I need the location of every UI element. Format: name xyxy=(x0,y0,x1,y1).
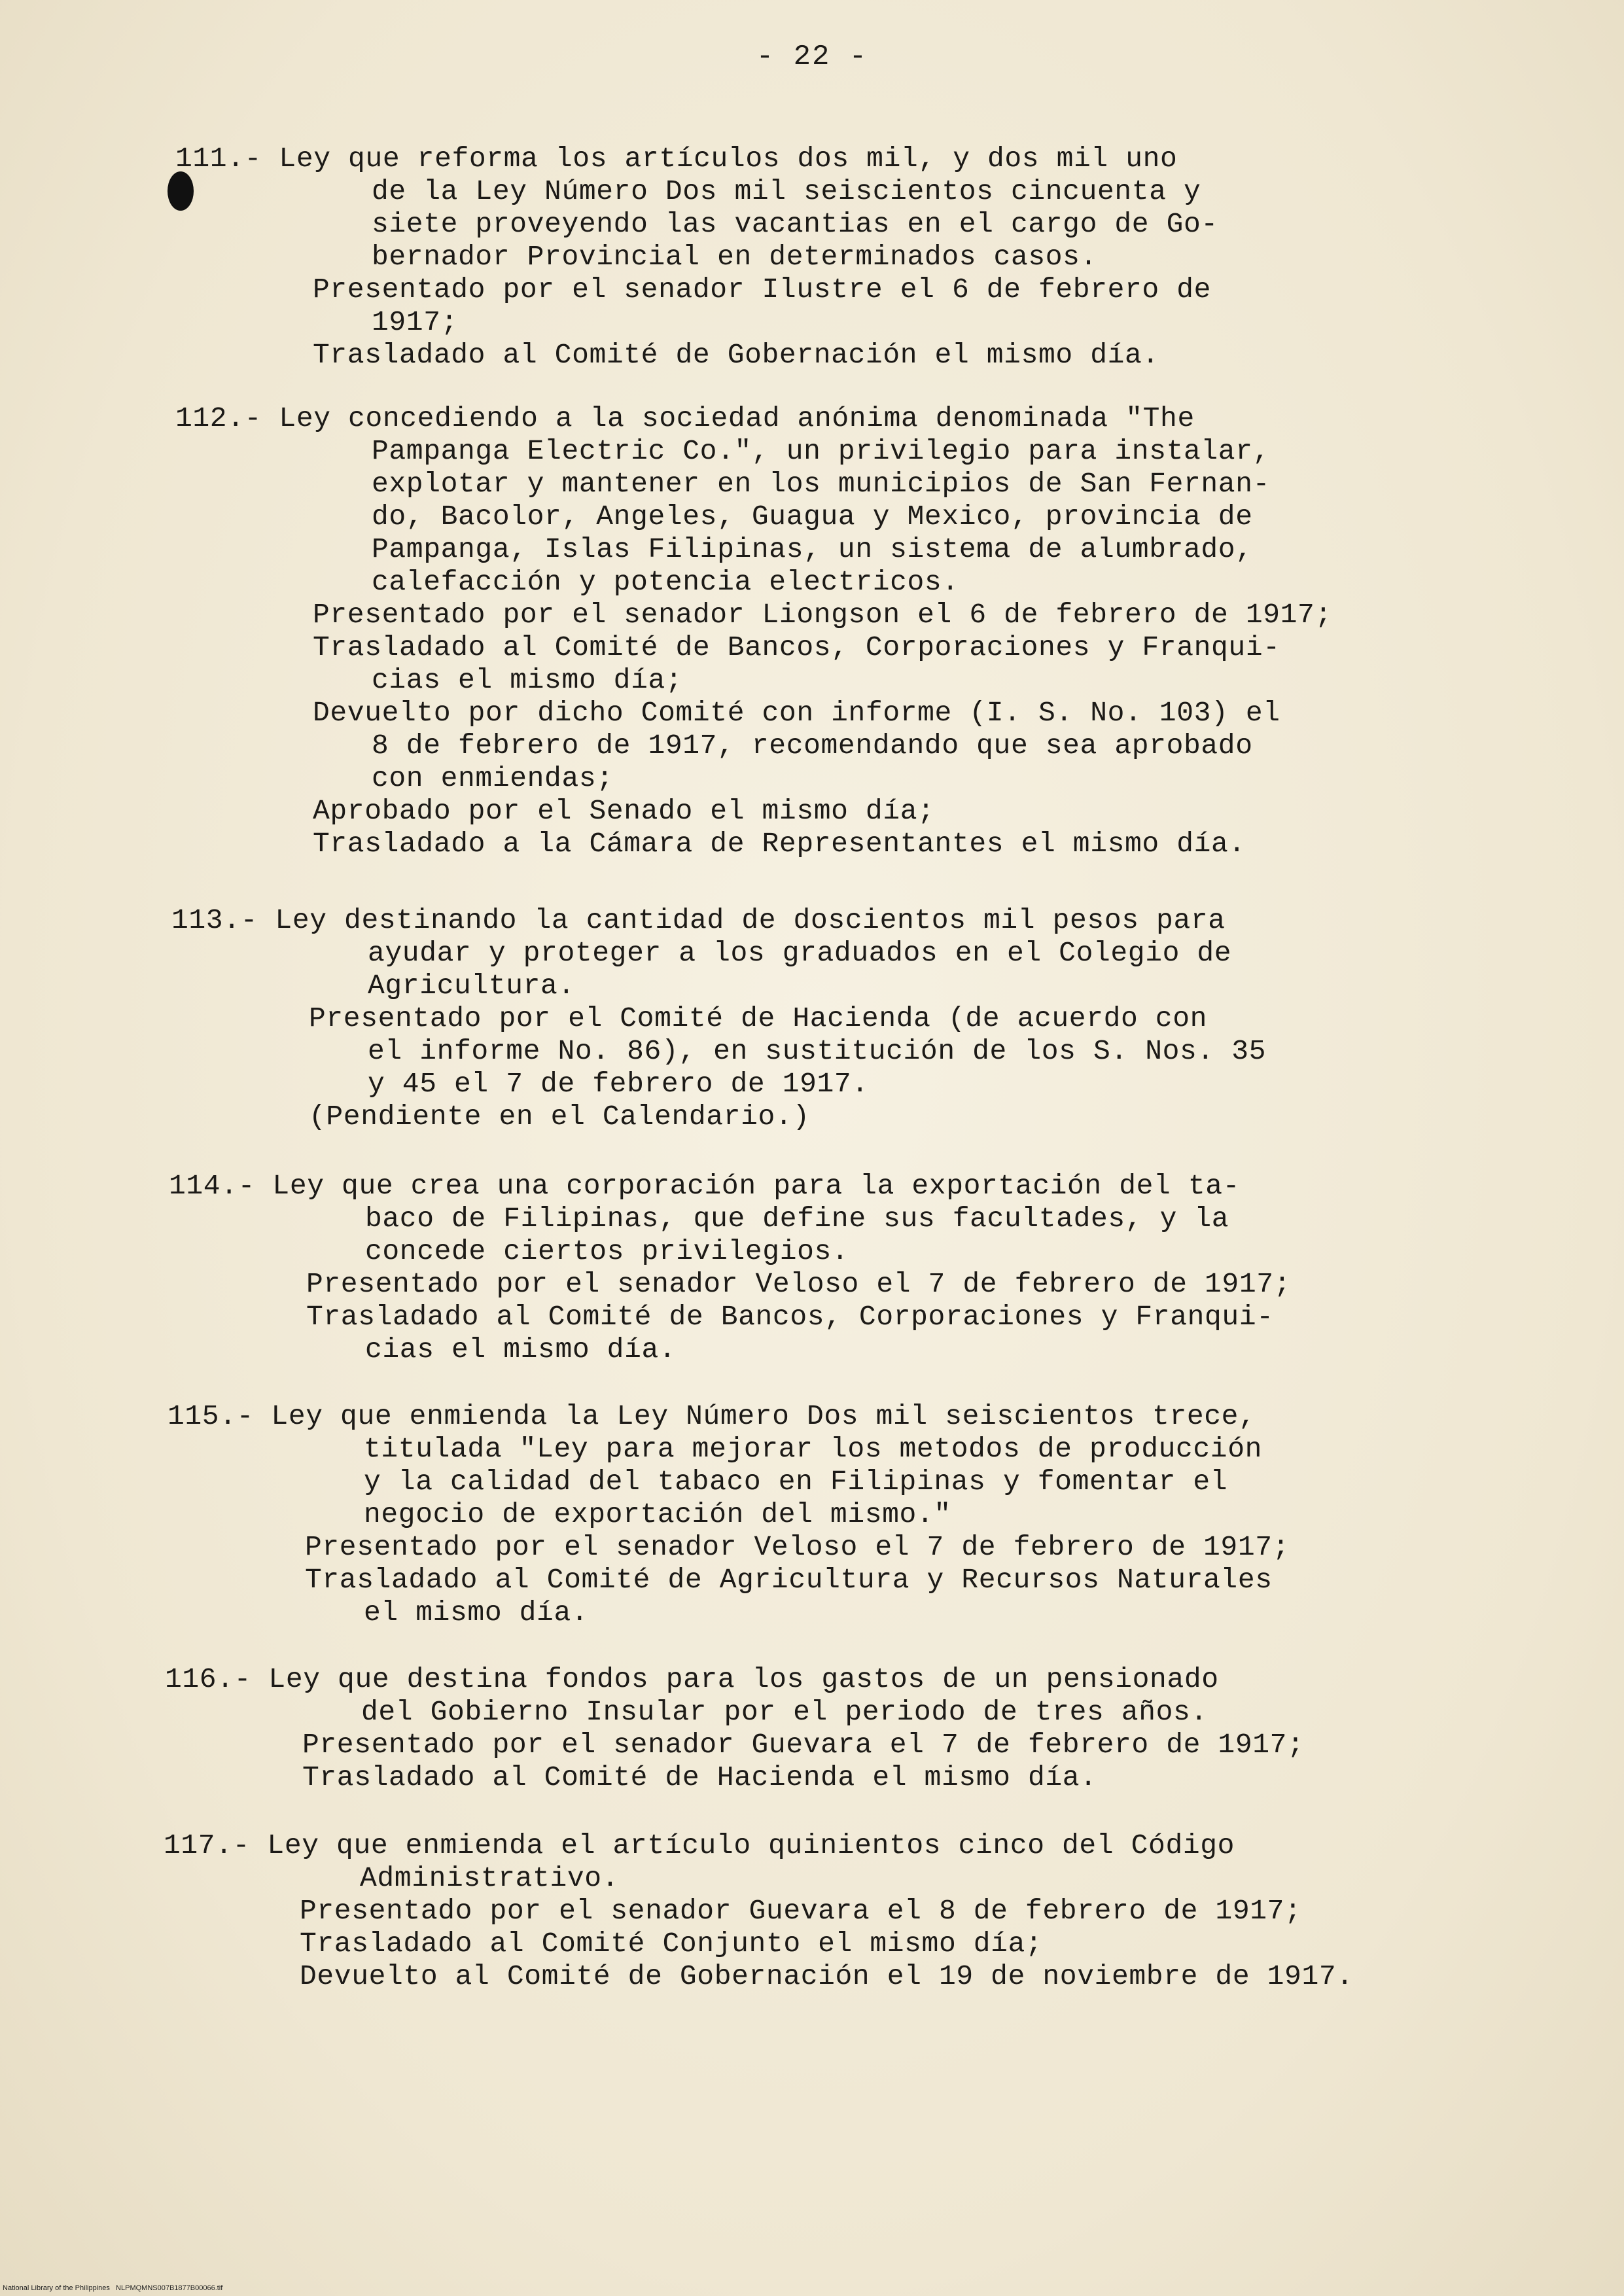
entry-line: cias el mismo día. xyxy=(365,1333,677,1366)
page-number: - 22 - xyxy=(756,41,868,73)
entry-heading: 117.- Ley que enmienda el artículo quinientos cinco del Código xyxy=(164,1829,1235,1862)
entry-line: Trasladado al Comité Conjunto el mismo día; xyxy=(300,1928,1043,1960)
entry-line: concede ciertos privilegios. xyxy=(365,1235,849,1267)
entry-line: titulada "Ley para mejorar los metodos de producción xyxy=(364,1433,1263,1465)
entry-line: Presentado por el senador Ilustre el 6 de febrero de xyxy=(313,274,1212,306)
entry-line: Devuelto por dicho Comité con informe (I. S. No. 103) el xyxy=(313,697,1280,729)
entry-heading: 115.- Ley que enmienda la Ley Número Dos mil seiscientos trece, xyxy=(168,1400,1256,1432)
entry-line: con enmiendas; xyxy=(372,762,614,794)
entry-line: Presentado por el senador Liongson el 6 de febrero de 1917; xyxy=(313,599,1332,631)
entry-line: Presentado por el senador Guevara el 8 de febrero de 1917; xyxy=(300,1895,1302,1927)
entry-heading: 116.- Ley que destina fondos para los gastos de un pensionado xyxy=(165,1663,1219,1695)
entry-heading: 112.- Ley concediendo a la sociedad anónima denominada "The xyxy=(175,402,1195,434)
entry-line: Presentado por el senador Guevara el 7 de febrero de 1917; xyxy=(302,1729,1305,1761)
entry-line: siete proveyendo las vacantias en el cargo de Go- xyxy=(372,208,1218,240)
entry-heading: 114.- Ley que crea una corporación para la exportación del ta- xyxy=(169,1170,1241,1202)
entry-line: Presentado por el senador Veloso el 7 de febrero de 1917; xyxy=(305,1531,1290,1563)
entry-line: Trasladado a la Cámara de Representantes el mismo día. xyxy=(313,828,1246,860)
entry-line: Presentado por el Comité de Hacienda (de acuerdo con xyxy=(309,1002,1208,1034)
entry-line: y la calidad del tabaco en Filipinas y fomentar el xyxy=(364,1466,1228,1498)
entry-line: Aprobado por el Senado el mismo día; xyxy=(313,795,935,827)
scan-footer xyxy=(3,2284,222,2293)
entry-line: 8 de febrero de 1917, recomendando que sea aprobado xyxy=(372,730,1253,762)
entry-line: Administrativo. xyxy=(360,1862,620,1894)
entry-line: Pampanga, Islas Filipinas, un sistema de alumbrado, xyxy=(372,533,1253,565)
entry-line: Trasladado al Comité de Bancos, Corporaciones y Franqui- xyxy=(313,631,1280,663)
entry-line: negocio de exportación del mismo." xyxy=(364,1498,951,1530)
entry-line: Pampanga Electric Co.", un privilegio para instalar, xyxy=(372,435,1271,467)
entry-line: do, Bacolor, Angeles, Guagua y Mexico, provincia de xyxy=(372,501,1253,533)
entry-line: Trasladado al Comité de Bancos, Corporaciones y Franqui- xyxy=(306,1301,1274,1333)
footer-library: National Library of the Philippines xyxy=(3,2284,110,2292)
entry-line: calefacción y potencia electricos. xyxy=(372,566,959,598)
entry-heading: 113.- Ley destinando la cantidad de doscientos mil pesos para xyxy=(171,904,1226,936)
entry-line: bernador Provincial en determinados casos. xyxy=(372,241,1097,273)
entry-line: Trasladado al Comité de Gobernación el mismo día. xyxy=(313,339,1159,371)
entry-line: el informe No. 86), en sustitución de los S. Nos. 35 xyxy=(368,1035,1267,1067)
entry-line: ayudar y proteger a los graduados en el Colegio de xyxy=(368,937,1232,969)
entry-line: explotar y mantener en los municipios de San Fernan- xyxy=(372,468,1271,500)
entry-line: del Gobierno Insular por el periodo de tres años. xyxy=(361,1696,1208,1728)
entry-line: Agricultura. xyxy=(368,970,575,1002)
entry-line: el mismo día. xyxy=(364,1597,589,1629)
entry-line: baco de Filipinas, que define sus facultades, y la xyxy=(365,1203,1229,1235)
footer-code: NLPMQMNS007B1877B00066.tif xyxy=(116,2284,223,2292)
entry-line: Trasladado al Comité de Agricultura y Recursos Naturales xyxy=(305,1564,1273,1596)
entry-line: de la Ley Número Dos mil seiscientos cincuenta y xyxy=(372,175,1201,207)
entry-heading: 111.- Ley que reforma los artículos dos mil, y dos mil uno xyxy=(175,143,1178,175)
entry-line: Presentado por el senador Veloso el 7 de febrero de 1917; xyxy=(306,1268,1292,1300)
entry-line: Devuelto al Comité de Gobernación el 19 de noviembre de 1917. xyxy=(300,1960,1354,1992)
entry-line: cias el mismo día; xyxy=(372,664,683,696)
ink-blot xyxy=(168,171,194,211)
entry-line: Trasladado al Comité de Hacienda el mismo día. xyxy=(302,1761,1097,1793)
entry-line: 1917; xyxy=(372,306,459,338)
entry-line: (Pendiente en el Calendario.) xyxy=(309,1101,810,1133)
entry-line: y 45 el 7 de febrero de 1917. xyxy=(368,1068,869,1100)
